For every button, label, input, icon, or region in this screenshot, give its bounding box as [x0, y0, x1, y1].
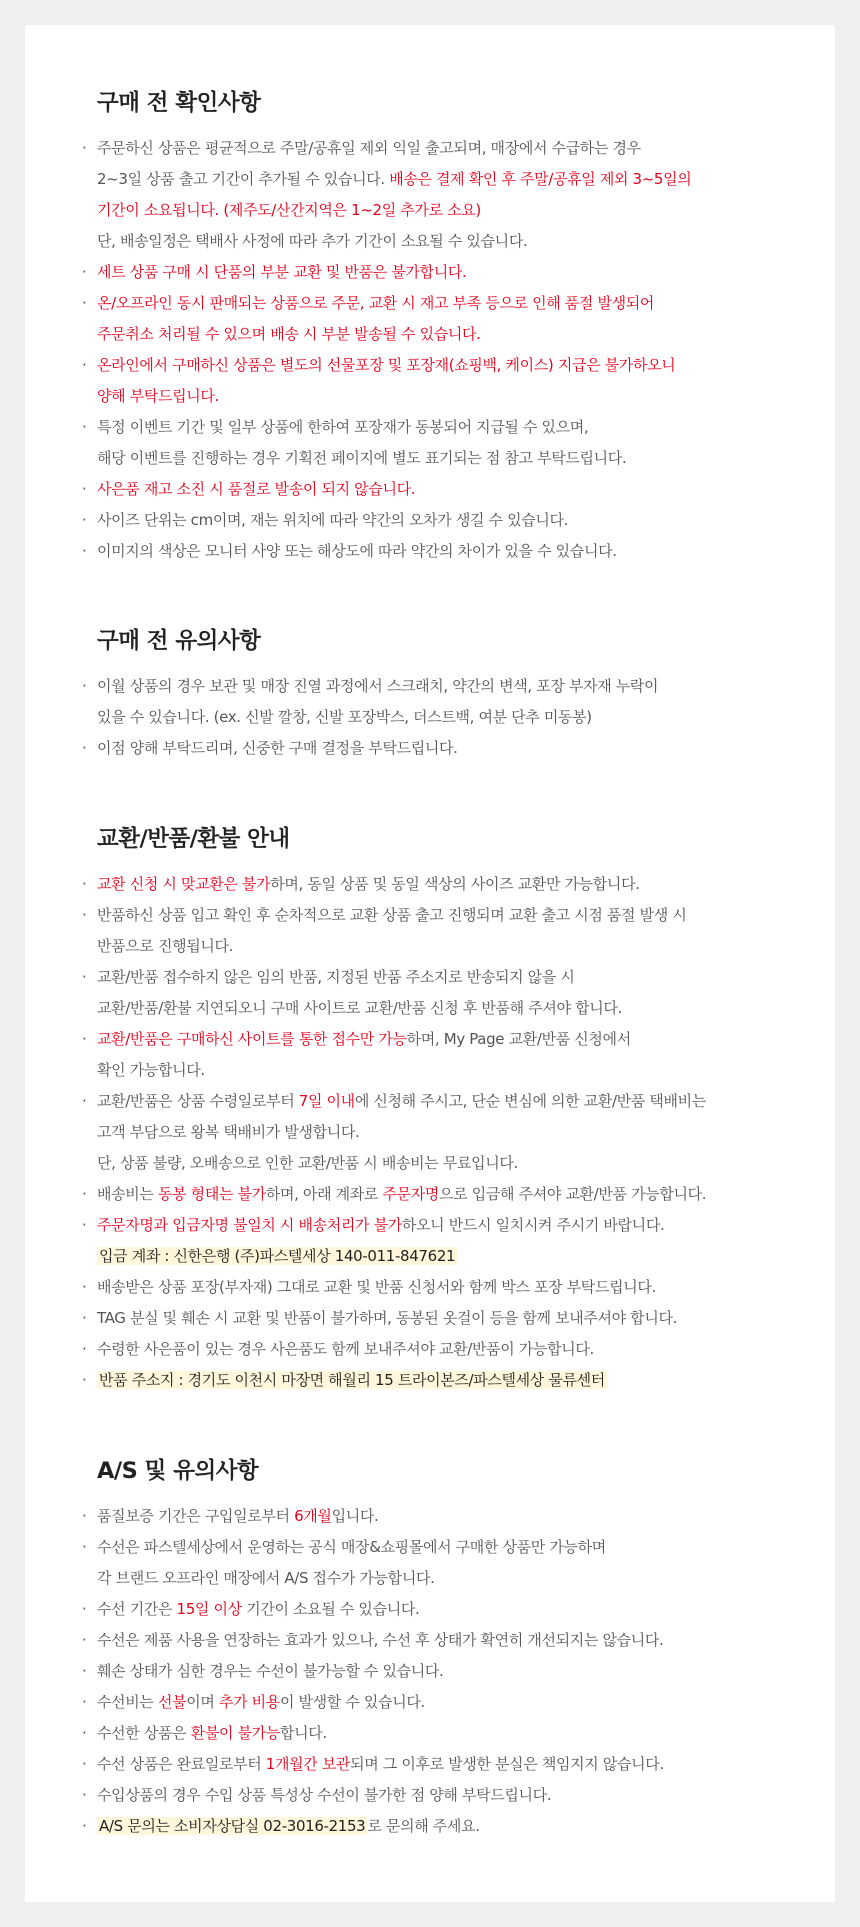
emphasis-text: 동봉 형태는 불가	[157, 1185, 266, 1203]
list-item	[25, 1272, 835, 1303]
item-line	[97, 474, 815, 505]
body-text: 사이즈 단위는 cm이며, 재는 위치에 따라 약간의 오차가 생길 수 있습니다.	[97, 511, 569, 529]
body-text: 단, 상품 불량, 오배송으로 인한 교환/반품 시 배송비는 무료입니다.	[97, 1154, 518, 1172]
item-line	[97, 1272, 815, 1303]
item-line	[97, 702, 815, 733]
body-text: 교환/반품은 상품 수령일로부터	[97, 1092, 299, 1110]
emphasis-text: 교환 신청 시 맞교환은 불가	[97, 875, 271, 893]
bullet-dot: ·	[82, 1371, 87, 1389]
item-line	[97, 1811, 815, 1842]
list-item	[25, 1024, 835, 1086]
item-line	[97, 1055, 815, 1086]
list-item	[25, 962, 835, 1024]
item-line	[97, 1365, 815, 1396]
emphasis-text: 배송은 결제 확인 후 주말/공휴일 제외 3~5일의	[389, 170, 692, 188]
list-item	[25, 1594, 835, 1625]
body-text: TAG 분실 및 훼손 시 교환 및 반품이 불가하며, 동봉된 옷걸이 등을 함께 보내주셔야 합니다.	[97, 1309, 678, 1327]
emphasis-text: 주문자명	[382, 1185, 440, 1203]
bullet-dot: ·	[82, 1631, 87, 1649]
item-line	[97, 536, 815, 567]
emphasis-text: 환불이 불가능	[190, 1724, 280, 1742]
emphasis-text: 선불	[157, 1693, 187, 1711]
list-item	[25, 1303, 835, 1334]
body-text: 특정 이벤트 기간 및 일부 상품에 한하여 포장재가 동봉되어 지급될 수 있으며,	[97, 418, 589, 436]
emphasis-text: 온/오프라인 동시 판매되는 상품으로 주문, 교환 시 재고 부족 등으로 인해 품절 발생되어	[97, 294, 655, 312]
bullet-dot: ·	[82, 1693, 87, 1711]
item-line	[97, 869, 815, 900]
item-line	[97, 1532, 815, 1563]
body-text: 이며	[186, 1693, 219, 1711]
body-text: 하며, My Page 교환/반품 신청에서	[406, 1030, 631, 1048]
list-item	[25, 733, 835, 764]
item-line	[97, 1718, 815, 1749]
item-line	[97, 350, 815, 381]
body-text: 수입상품의 경우 수입 상품 특성상 수선이 불가한 점 양해 부탁드립니다.	[97, 1786, 552, 1804]
item-line	[97, 1656, 815, 1687]
emphasis-text: 기간이 소요됩니다. (제주도/산간지역은 1~2일 추가로 소요)	[97, 201, 481, 219]
item-line	[97, 505, 815, 536]
item-line	[97, 1563, 815, 1594]
item-line	[97, 1241, 815, 1272]
emphasis-text: 교환/반품은 구매하신 사이트를 통한 접수만 가능	[97, 1030, 407, 1048]
section-items	[25, 869, 835, 1396]
item-line	[97, 1749, 815, 1780]
item-line	[97, 1086, 815, 1117]
item-line	[97, 1148, 815, 1179]
list-item	[25, 1656, 835, 1687]
list-item	[25, 133, 835, 257]
emphasis-text: 온라인에서 구매하신 상품은 별도의 선물포장 및 포장재(쇼핑백, 케이스) 지급은 불가하오니	[97, 356, 676, 374]
section-items	[25, 1501, 835, 1842]
list-item	[25, 474, 835, 505]
list-item	[25, 900, 835, 962]
item-line	[97, 288, 815, 319]
bullet-dot: ·	[82, 1600, 87, 1618]
list-item	[25, 1334, 835, 1365]
bullet-dot: ·	[82, 1538, 87, 1556]
body-text: 반품하신 상품 입고 확인 후 순차적으로 교환 상품 출고 진행되며 교환 출고 시점 품절 발생 시	[97, 906, 687, 924]
body-text: 기간이 소요될 수 있습니다.	[241, 1600, 420, 1618]
item-line	[97, 1625, 815, 1656]
list-item	[25, 1365, 835, 1396]
bullet-dot: ·	[82, 139, 87, 157]
body-text: 배송받은 상품 포장(부자재) 그대로 교환 및 반품 신청서와 함께 박스 포장 부탁드립니다.	[97, 1278, 656, 1296]
item-line	[97, 1303, 815, 1334]
item-line	[97, 164, 815, 195]
list-item	[25, 412, 835, 474]
list-item	[25, 536, 835, 567]
item-line	[97, 443, 815, 474]
list-item	[25, 1687, 835, 1718]
bullet-dot: ·	[82, 542, 87, 560]
emphasis-text: 15일 이상	[176, 1600, 242, 1618]
list-item	[25, 1086, 835, 1179]
item-line	[97, 1117, 815, 1148]
item-line	[97, 195, 815, 226]
item-line	[97, 993, 815, 1024]
list-item	[25, 1625, 835, 1656]
body-text: 해당 이벤트를 진행하는 경우 기획전 페이지에 별도 표기되는 점 참고 부탁드립니다.	[97, 449, 627, 467]
bullet-dot: ·	[82, 418, 87, 436]
bullet-dot: ·	[82, 480, 87, 498]
bullet-dot: ·	[82, 906, 87, 924]
bullet-dot: ·	[82, 1507, 87, 1525]
bullet-dot: ·	[82, 1817, 87, 1835]
item-line	[97, 1687, 815, 1718]
body-text: 이미지의 색상은 모니터 사양 또는 해상도에 따라 약간의 차이가 있을 수 있습니다.	[97, 542, 617, 560]
item-line	[97, 1501, 815, 1532]
list-item	[25, 671, 835, 733]
emphasis-text: 6개월	[294, 1507, 332, 1525]
section-items	[25, 133, 835, 567]
bullet-dot: ·	[82, 1340, 87, 1358]
bullet-dot: ·	[82, 263, 87, 281]
emphasis-text: 세트 상품 구매 시 단품의 부분 교환 및 반품은 불가합니다.	[97, 263, 467, 281]
body-text: 수선비는	[97, 1693, 158, 1711]
highlighted-text: A/S 문의는 소비자상담실 02-3016-2153	[99, 1817, 366, 1835]
body-text: 수령한 사은품이 있는 경우 사은품도 함께 보내주셔야 교환/반품이 가능합니다.	[97, 1340, 594, 1358]
bullet-dot: ·	[82, 1724, 87, 1742]
body-text: 배송비는	[97, 1185, 158, 1203]
item-line	[97, 671, 815, 702]
body-text: 로 문의해 주세요.	[367, 1817, 480, 1835]
bullet-dot: ·	[82, 1309, 87, 1327]
bullet-dot: ·	[82, 1185, 87, 1203]
emphasis-text: 주문자명과 입금자명 불일치 시 배송처리가 불가	[97, 1216, 402, 1234]
body-text: 에 신청해 주시고, 단순 변심에 의한 교환/반품 택배비는	[354, 1092, 706, 1110]
body-text: 품질보증 기간은 구입일로부터	[97, 1507, 295, 1525]
emphasis-text: 사은품 재고 소진 시 품절로 발송이 되지 않습니다.	[97, 480, 416, 498]
section-title: A/S 및 유의사항	[97, 1458, 259, 1484]
list-item	[25, 1811, 835, 1842]
item-line	[97, 900, 815, 931]
highlighted-text: 입금 계좌 : 신한은행 (주)파스텔세상 140-011-847621	[99, 1247, 456, 1265]
bullet-dot: ·	[82, 1092, 87, 1110]
body-text: 2~3일 상품 출고 기간이 추가될 수 있습니다.	[97, 170, 390, 188]
emphasis-text: 양해 부탁드립니다.	[97, 387, 219, 405]
item-line	[97, 1594, 815, 1625]
bullet-dot: ·	[82, 1030, 87, 1048]
list-item	[25, 1501, 835, 1532]
bullet-dot: ·	[82, 356, 87, 374]
bullet-dot: ·	[82, 875, 87, 893]
section-items	[25, 671, 835, 764]
body-text: 주문하신 상품은 평균적으로 주말/공휴일 제외 익일 출고되며, 매장에서 수급하는 경우	[97, 139, 641, 157]
body-text: 확인 가능합니다.	[97, 1061, 205, 1079]
item-line	[97, 1780, 815, 1811]
body-text: 훼손 상태가 심한 경우는 수선이 불가능할 수 있습니다.	[97, 1662, 444, 1680]
item-line	[97, 381, 815, 412]
body-text: 단, 배송일정은 택배사 사정에 따라 추가 기간이 소요될 수 있습니다.	[97, 232, 528, 250]
body-text: 수선 기간은	[97, 1600, 177, 1618]
bullet-dot: ·	[82, 1216, 87, 1234]
list-item	[25, 1179, 835, 1210]
body-text: 수선은 제품 사용을 연장하는 효과가 있으나, 수선 후 상태가 확연히 개선되지는 않습니다.	[97, 1631, 664, 1649]
item-line	[97, 962, 815, 993]
section-title: 교환/반품/환불 안내	[97, 826, 290, 852]
body-text: 고객 부담으로 왕복 택배비가 발생합니다.	[97, 1123, 360, 1141]
list-item	[25, 1780, 835, 1811]
item-line	[97, 1334, 815, 1365]
list-item	[25, 1532, 835, 1594]
body-text: 각 브랜드 오프라인 매장에서 A/S 접수가 가능합니다.	[97, 1569, 435, 1587]
body-text: 이월 상품의 경우 보관 및 매장 진열 과정에서 스크래치, 약간의 변색, 포장 부자재 누락이	[97, 677, 659, 695]
notice-card	[25, 25, 835, 1902]
item-line	[97, 931, 815, 962]
list-item	[25, 1210, 835, 1272]
list-item	[25, 288, 835, 350]
item-line	[97, 226, 815, 257]
item-line	[97, 1024, 815, 1055]
body-text: 교환/반품/환불 지연되오니 구매 사이트로 교환/반품 신청 후 반품해 주셔야 합니다.	[97, 999, 622, 1017]
item-line	[97, 412, 815, 443]
bullet-dot: ·	[82, 968, 87, 986]
bullet-dot: ·	[82, 1662, 87, 1680]
section-title: 구매 전 확인사항	[97, 90, 261, 116]
body-text: 입니다.	[331, 1507, 379, 1525]
bullet-dot: ·	[82, 739, 87, 757]
item-line	[97, 319, 815, 350]
emphasis-text: 주문취소 처리될 수 있으며 배송 시 부분 발송될 수 있습니다.	[97, 325, 481, 343]
body-text: 이 발생할 수 있습니다.	[279, 1693, 425, 1711]
body-text: 하며, 동일 상품 및 동일 색상의 사이즈 교환만 가능합니다.	[270, 875, 640, 893]
list-item	[25, 1718, 835, 1749]
highlighted-text: 반품 주소지 : 경기도 이천시 마장면 해월리 15 트라이본즈/파스텔세상 물류센터	[99, 1371, 605, 1389]
list-item	[25, 1749, 835, 1780]
body-text: 이점 양해 부탁드리며, 신중한 구매 결정을 부탁드립니다.	[97, 739, 458, 757]
body-text: 교환/반품 접수하지 않은 임의 반품, 지정된 반품 주소지로 반송되지 않을 시	[97, 968, 575, 986]
bullet-dot: ·	[82, 1755, 87, 1773]
list-item	[25, 257, 835, 288]
bullet-dot: ·	[82, 511, 87, 529]
body-text: 반품으로 진행됩니다.	[97, 937, 234, 955]
body-text: 수선은 파스텔세상에서 운영하는 공식 매장&쇼핑몰에서 구매한 상품만 가능하며	[97, 1538, 606, 1556]
body-text: 수선한 상품은	[97, 1724, 191, 1742]
body-text: 있을 수 있습니다. (ex. 신발 깔창, 신발 포장박스, 더스트백, 여분 단추 미동봉)	[97, 708, 592, 726]
emphasis-text: 7일 이내	[298, 1092, 355, 1110]
bullet-dot: ·	[82, 677, 87, 695]
body-text: 하며, 아래 계좌로	[265, 1185, 383, 1203]
emphasis-text: 추가 비용	[218, 1693, 280, 1711]
list-item	[25, 505, 835, 536]
emphasis-text: 1개월간 보관	[265, 1755, 351, 1773]
list-item	[25, 869, 835, 900]
bullet-dot: ·	[82, 1278, 87, 1296]
bullet-dot: ·	[82, 1786, 87, 1804]
item-line	[97, 257, 815, 288]
section-title: 구매 전 유의사항	[97, 628, 261, 654]
body-text: 되며 그 이후로 발생한 분실은 책임지지 않습니다.	[350, 1755, 664, 1773]
body-text: 수선 상품은 완료일로부터	[97, 1755, 266, 1773]
item-line	[97, 733, 815, 764]
item-line	[97, 1210, 815, 1241]
item-line	[97, 133, 815, 164]
body-text: 하오니 반드시 일치시켜 주시기 바랍니다.	[401, 1216, 665, 1234]
body-text: 으로 입금해 주셔야 교환/반품 가능합니다.	[439, 1185, 707, 1203]
item-line	[97, 1179, 815, 1210]
list-item	[25, 350, 835, 412]
body-text: 합니다.	[279, 1724, 327, 1742]
bullet-dot: ·	[82, 294, 87, 312]
